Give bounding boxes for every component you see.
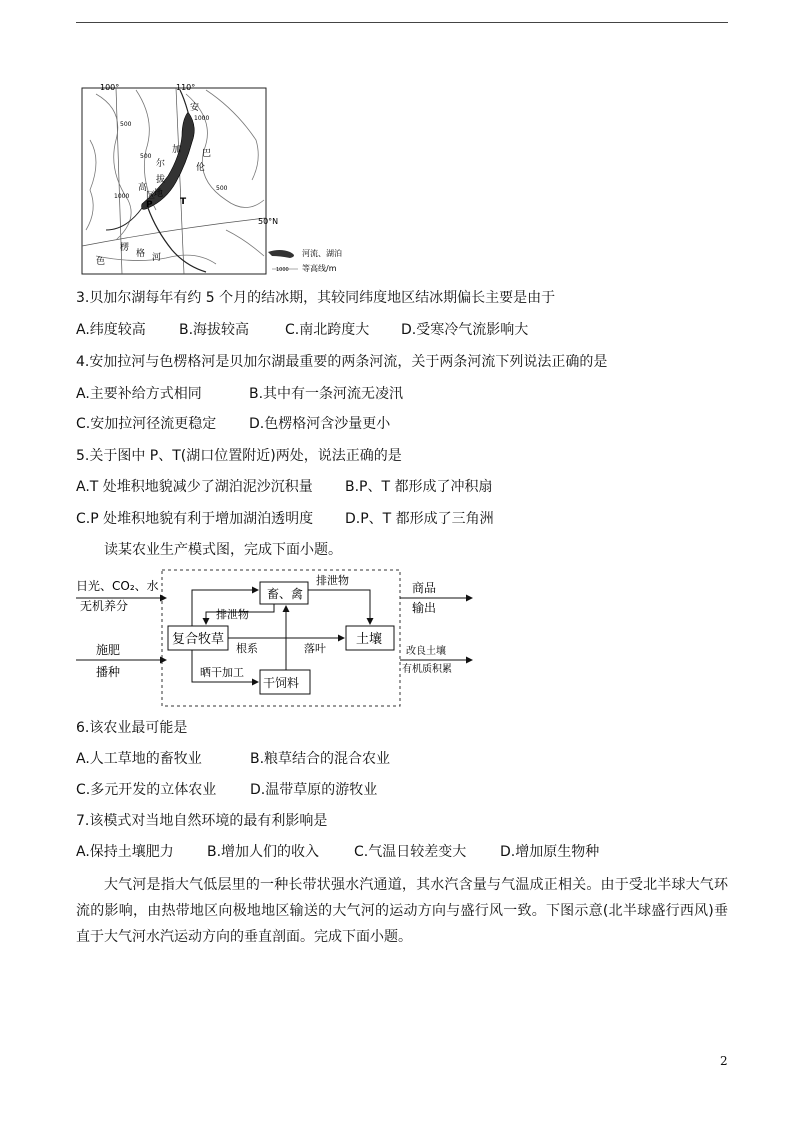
label-excreta-mid: 排泄物 [216,608,249,621]
q3-stem: 3.贝加尔湖每年有约 5 个月的结冰期，其较同纬度地区结冰期偏长主要是由于 [76,290,556,306]
q7-stem: 7.该模式对当地自然环境的最有利影响是 [76,813,328,829]
q6-stem: 6.该农业最可能是 [76,720,188,736]
contour-label: 1000 [114,193,130,200]
place-char: 格 [136,249,146,259]
q4-stem: 4.安加拉河与色楞格河是贝加尔湖最重要的两条河流，关于两条河流下列说法正确的是 [76,354,608,370]
place-char: 高 [138,183,148,193]
atmospheric-river-passage: 大气河是指大气低层里的一种长带状强水汽通道，其水汽含量与气温成正相关。由于受北半球大气环流的影响，由热带地区向极地地区输送的大气河的运动方向与盛行风一致。下图示意(北半球盛行西风)垂直于大气河水汽运动方向的垂直剖面。完成下面小题。 [76,877,728,945]
output-improve-soil: 改良土壤 [406,646,446,657]
q4-option-a: A.主要补给方式相同 [76,386,202,402]
label-roots: 根系 [236,642,258,655]
intro-farming-diagram: 读某农业生产模式图，完成下面小题。 [104,542,342,558]
q6-option-b: B.粮草结合的混合农业 [250,751,391,767]
header-rule [76,22,728,23]
q4-option-b: B.其中有一条河流无凌汛 [249,386,404,402]
q6-option-a: A.人工草地的畜牧业 [76,751,202,767]
q3-option-d: D.受寒冷气流影响大 [401,322,529,338]
q4-option-c: C.安加拉河径流更稳定 [76,416,217,432]
contour-label: 500 [120,121,132,128]
q7-option-b: B.增加人们的收入 [207,844,320,860]
q6-option-c: C.多元开发的立体农业 [76,782,217,798]
place-char: 河 [152,253,162,263]
box-livestock: 畜、禽 [267,587,304,601]
q5-option-b: B.P、T 都形成了冲积扇 [345,479,493,495]
box-composite-grass: 复合牧草 [172,632,225,647]
label-litter: 落叶 [304,642,326,655]
place-char: 色 [96,257,106,267]
q7-option-a: A.保持土壤肥力 [76,844,174,860]
q4-option-d: D.色楞格河含沙量更小 [249,416,391,432]
q5-option-a: A.T 处堆积地貌减少了湖泊泥沙沉积量 [76,479,313,495]
page-number: 2 [720,1054,728,1068]
legend-contour: 等高线/m [302,264,337,273]
place-char: 楞 [120,243,130,253]
point-p-label: P [146,200,153,210]
point-t-label: T [180,197,187,207]
place-char: 地 [154,189,164,199]
q5-option-d: D.P、T 都形成了三角洲 [345,511,494,527]
box-soil: 土壤 [356,632,383,647]
input-fertilize: 施肥 [96,643,121,657]
place-char: 尔 [156,159,166,169]
q3-option-c: C.南北跨度大 [285,322,370,338]
place-char: 巴 [202,149,212,159]
q3-option-a: A.纬度较高 [76,322,146,338]
label-excreta-top: 排泄物 [316,574,349,587]
output-commodity: 商品 [412,581,437,595]
legend-contour-sample: 1000 [276,267,289,273]
lat-label: 50°N [258,217,279,226]
q7-option-c: C.气温日较差变大 [354,844,467,860]
input-sun-co2-water: 日光、CO₂、水 [76,579,159,593]
q3-option-b: B.海拔较高 [179,322,250,338]
box-dry-fodder: 干饲料 [263,676,300,690]
place-char: 区 [146,191,156,201]
legend-river-lake: 河流、湖泊 [302,249,342,258]
place-char: 安 [190,103,200,113]
output-organic-matter: 有机质积累 [402,664,452,675]
place-char: 加 [172,145,182,155]
q5-stem: 5.关于图中 P、T(湖口位置附近)两处，说法正确的是 [76,448,402,464]
output-export: 输出 [412,601,437,615]
place-char: 伦 [196,163,206,173]
farming-flow-diagram [76,566,476,712]
contour-label: 500 [216,185,228,192]
place-char: 拔 [156,175,166,185]
contour-label: 1000 [194,115,210,122]
contour-label: 500 [140,153,152,160]
input-inorganic-nutrients: 无机养分 [80,599,129,613]
label-drying: 晒干加工 [200,666,244,679]
q6-option-d: D.温带草原的游牧业 [250,782,378,798]
q7-option-d: D.增加原生物种 [500,844,600,860]
q5-option-c: C.P 处堆积地貌有利于增加湖泊透明度 [76,511,314,527]
lon-label-110: 110° [176,83,196,92]
lon-label-100: 100° [100,83,120,92]
input-sowing: 播种 [96,665,121,679]
baikal-map [76,80,376,280]
